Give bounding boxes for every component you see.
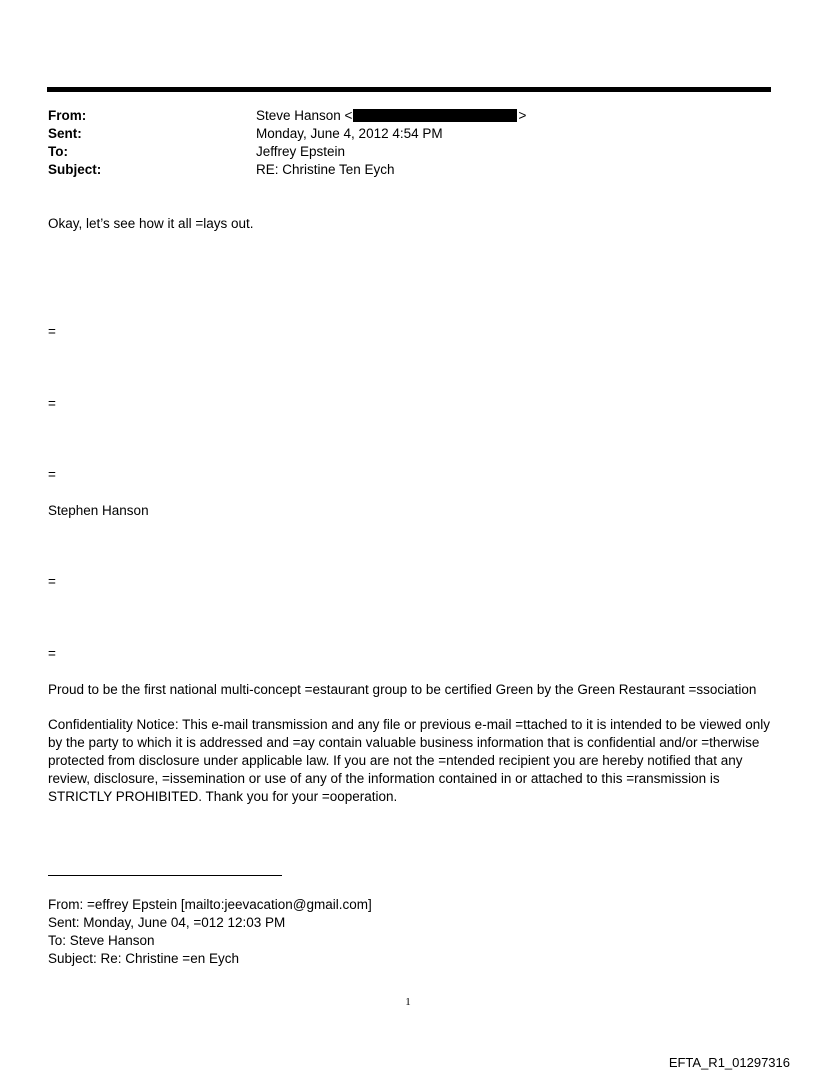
- from-label: From:: [48, 108, 87, 123]
- body-equals-3: =: [48, 467, 56, 482]
- redacted-email-block: [353, 109, 517, 122]
- document-id: EFTA_R1_01297316: [668, 1055, 790, 1070]
- quote-divider: [48, 875, 282, 876]
- subject-label: Subject:: [48, 162, 102, 177]
- to-value: Jeffrey Epstein: [256, 144, 346, 159]
- quoted-subject: Subject: Re: Christine =en Eych: [48, 951, 239, 966]
- signature-name: Stephen Hanson: [48, 503, 149, 518]
- body-equals-1: =: [48, 324, 56, 339]
- signature-tagline: Proud to be the first national multi-concept =estaurant group to be certified Green by the Green Restaurant =ssociation: [48, 682, 757, 697]
- body-equals-2: =: [48, 396, 56, 411]
- quoted-from-text: From: =effrey Epstein [mailto:jeevacation@gmail.com]: [48, 897, 372, 912]
- page-number: 1: [405, 996, 411, 1008]
- quoted-sent: Sent: Monday, June 04, =012 12:03 PM: [48, 915, 286, 930]
- sender-bracket-close: >: [518, 108, 527, 123]
- header-rule: [47, 87, 771, 92]
- confidentiality-notice: Confidentiality Notice: This e-mail transmission and any file or previous e-mail =ttached to it is intended to be viewed only by the party to which it is addressed and =ay contain valuable business information that is confidential and/or =therwise protected from disclosure under applicable law. If you are not the =ntended recipient you are hereby notified that any review, disclosure, =issemination or use of any of the information contained in or attached to this =ransmission is STRICTLY PROHIBITED. Thank you for your =ooperation.: [48, 717, 770, 804]
- body-opening: Okay, let’s see how it all =lays out.: [48, 216, 254, 231]
- to-label: To:: [48, 144, 68, 159]
- subject-value: RE: Christine Ten Eych: [256, 162, 395, 177]
- sender-name: Steve Hanson <: [256, 108, 353, 123]
- quoted-from: [48, 896, 772, 914]
- sent-label: Sent:: [48, 126, 82, 141]
- from-value: [256, 107, 756, 125]
- body-equals-4: =: [48, 574, 56, 589]
- quoted-to: To: Steve Hanson: [48, 933, 155, 948]
- sent-value: Monday, June 4, 2012 4:54 PM: [256, 126, 443, 141]
- body-equals-5: =: [48, 646, 56, 661]
